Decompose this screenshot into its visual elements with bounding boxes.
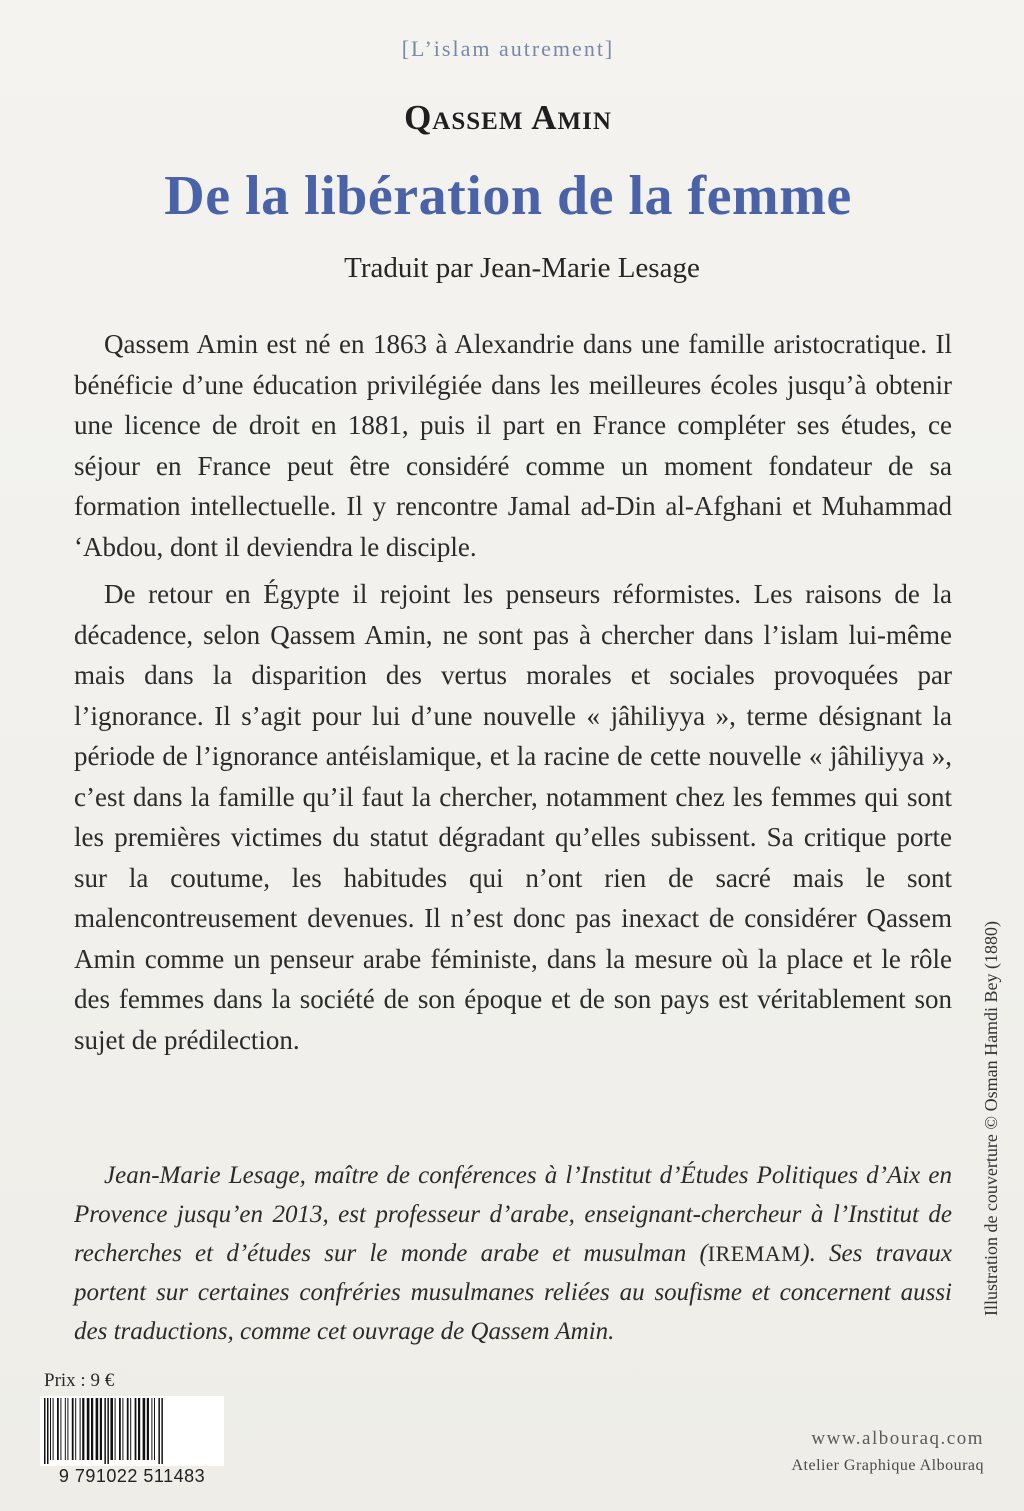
cover-credit [976,838,1008,1398]
description [74,324,952,1060]
publisher-studio: Atelier Graphique Albouraq [791,1457,984,1474]
publisher-website: www.albouraq.com [811,1428,984,1449]
author-name: Qassem Amin [404,98,612,137]
book-title: De la libération de la femme [164,165,852,227]
series-name: [L’islam autrement] [401,36,615,61]
isbn-number: 9 791022 511483 [58,1466,206,1486]
translator-bio [74,1156,952,1351]
isbn-barcode [40,1396,224,1488]
cover-credit-text: Illustration de couverture © Osman Hamdi Bey (1880) [981,920,1002,1316]
bio-acronym: IREMAM [707,1241,802,1266]
bio-text-start: Jean-Marie Lesage, maître de conférences à l’Institut d’Études Politiques d’Aix en Provence jusqu’en 2013, est professeur d’arabe, enseignant-chercheur à l’Institut de recherches et d’études sur le monde arabe et musulman ( [74,1162,952,1267]
price-label: Prix : 9 € [44,1370,115,1391]
bio-paragraph [74,1156,952,1351]
barcode-icon [40,1396,224,1466]
description-paragraph-2: De retour en Égypte il rejoint les penseurs réformistes. Les raisons de la décadence, selon Qassem Amin, ne sont pas à chercher dans l’islam lui-même mais dans la disparition des vertus morales et sociales provoquées par l’ignorance. Il s’agit pour lui d’une nouvelle « jâhiliyya », terme désignant la période de l’ignorance antéislamique, et la racine de cette nouvelle « jâhiliyya », c’est dans la famille qu’il faut la chercher, notamment chez les femmes qui sont les premières victimes du statut dégradant qu’elles subissent. Sa critique porte sur la coutume, les habitudes qui n’ont rien de sacré mais le sont malencontreusement devenues. Il n’est donc pas inexact de considérer Qassem Amin comme un penseur arabe féministe, dans la mesure où la place et le rôle des femmes dans la société de son époque et de son pays est véritablement son sujet de prédilection. [74,579,952,1055]
description-paragraph-1: Qassem Amin est né en 1863 à Alexandrie dans une famille aristocratique. Il bénéficie d’une éducation privilégiée dans les meilleures écoles jusqu’à obtenir une licence de droit en 1881, puis il part en France compléter ses études, ce séjour en France peut être considéré comme un moment fondateur de sa formation intellectuelle. Il y rencontre Jamal ad-Din al-Afghani et Muhammad ‘Abdou, dont il deviendra le disciple. [74,329,952,562]
translator-line: Traduit par Jean-Marie Lesage [344,252,700,284]
bio-text-end: ). Ses travaux portent sur certaines confréries musulmanes reliées au soufisme et concernent aussi des traductions, comme cet ouvrage de Qassem Amin. [74,1240,952,1345]
